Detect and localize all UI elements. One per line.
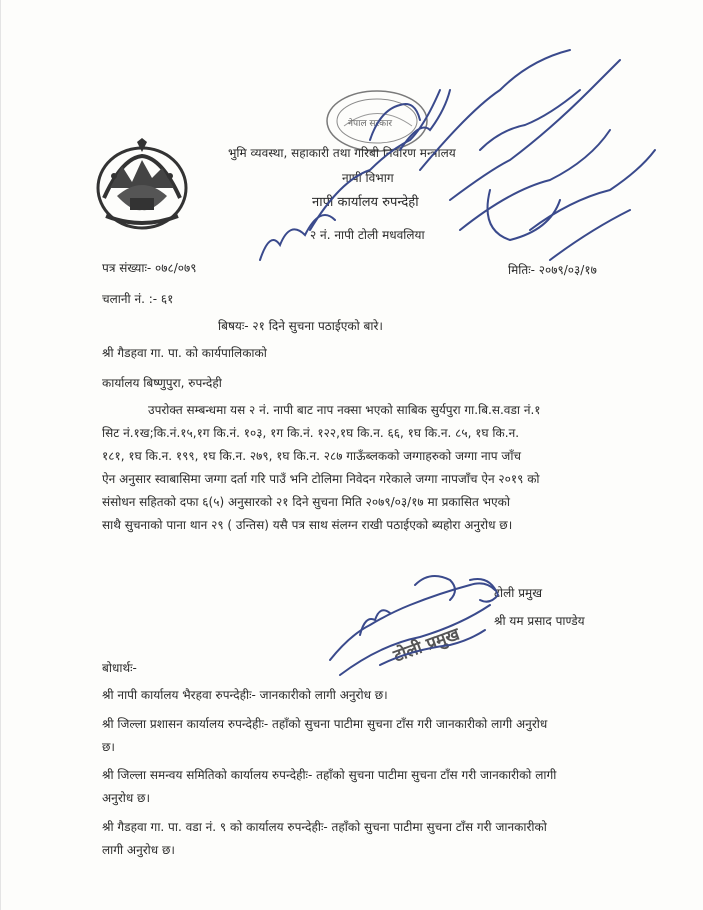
- cc-line: लागी अनुरोध छ।: [102, 843, 175, 857]
- cc-item: [102, 713, 547, 759]
- body-line: १८१, १घ कि.न. १९९, १घ कि.न. २७९, १घ कि.न. २८७ गाऊँब्लकको जग्गाहरुको जग्गा नाप जाँच: [102, 449, 522, 463]
- letterhead-ministry: भुमि व्यवस्था, सहाकारी तथा गरिबी निवारण मन्त्रालय: [228, 146, 456, 160]
- cc-line: श्री जिल्ला समन्वय समितिको कार्यालय रुपन्देहीः- तहाँको सुचना पाटीमा सुचना टाँस गरी जानकारीको लागी: [102, 768, 557, 782]
- team-leader-stamp: टोली प्रमुख: [391, 624, 463, 667]
- recipient-line-2: कार्यालय बिष्णुपुरा, रुपन्देही: [102, 376, 222, 390]
- body-line: ऐन अनुसार स्वाबासिमा जग्गा दर्ता गरि पाउँ भनि टोलिमा निवेदन गरेकाले जग्गा नापजाँच ऐन २०१९ को: [102, 472, 540, 486]
- letterhead-department: नापी विभाग: [342, 171, 394, 185]
- reference-number: पत्र संख्याः- ०७८/०७९: [102, 261, 197, 275]
- signatory-name: श्री यम प्रसाद पाण्डेय: [494, 614, 585, 628]
- body-line: साथै सुचनाको पाना थान २९ ( उन्तिस) यसै पत्र साथ संलग्न राखी पठाईएको ब्यहोरा अनुरोध छ।: [102, 518, 513, 532]
- recipient-line-1: श्री गैडहवा गा. पा. को कार्यपालिकाको: [102, 346, 267, 360]
- subject-line: बिषयः- २१ दिने सुचना पठाईएको बारे।: [218, 319, 383, 333]
- body-line: संसोधन सहितको दफा ६(५) अनुसारको २१ दिने सुचना मिति २०७९/०३/१७ मा प्रकासित भएको: [102, 495, 511, 509]
- cc-line: अनुरोध छ।: [102, 791, 150, 805]
- cc-line: श्री गैडहवा गा. पा. वडा नं. ९ को कार्यालय रुपन्देहीः- तहाँको सुचना पाटीमा सुचना टाँस गरी जानकारीको: [102, 820, 547, 834]
- received-stamp-text: नेपाल सरकार: [348, 119, 393, 129]
- cc-heading: बोधार्थः-: [102, 661, 137, 675]
- signatory-title: टोली प्रमुख: [494, 586, 543, 600]
- cc-item: [102, 816, 547, 862]
- letter-date: मितिः- २०७९/०३/१७: [508, 263, 597, 277]
- cc-item: [102, 764, 556, 810]
- dispatch-number: चलानी नं. :- ६१: [102, 292, 174, 306]
- letterhead-office: नापी कार्यालय रुपन्देही: [312, 195, 419, 210]
- body-line: सिट नं.१ख;कि.नं.१५,१ग कि.नं. १०३, १ग कि.नं. १२२,१घ कि.न. ६६, १घ कि.न. ८५, १घ कि.न.: [102, 426, 520, 440]
- body-line: उपरोक्त सम्बन्धमा यस २ नं. नापी बाट नाप नक्सा भएको साबिक सुर्यपुरा गा.बि.स.वडा नं.१: [148, 403, 541, 417]
- cc-line: श्री जिल्ला प्रशासन कार्यालय रुपन्देहीः- तहाँको सुचना पाटीमा सुचना टाँस गरी जानकारीको लागी अनुरोध: [102, 717, 548, 731]
- cc-line: छ।: [102, 740, 115, 754]
- cc-item: [102, 684, 388, 707]
- letterhead-team: २ नं. नापी टोली मधवलिया: [310, 228, 425, 242]
- body-paragraph: [102, 399, 642, 537]
- cc-line: श्री नापी कार्यालय भैरहवा रुपन्देहीः- जानकारीको लागी अनुरोध छ।: [102, 688, 388, 702]
